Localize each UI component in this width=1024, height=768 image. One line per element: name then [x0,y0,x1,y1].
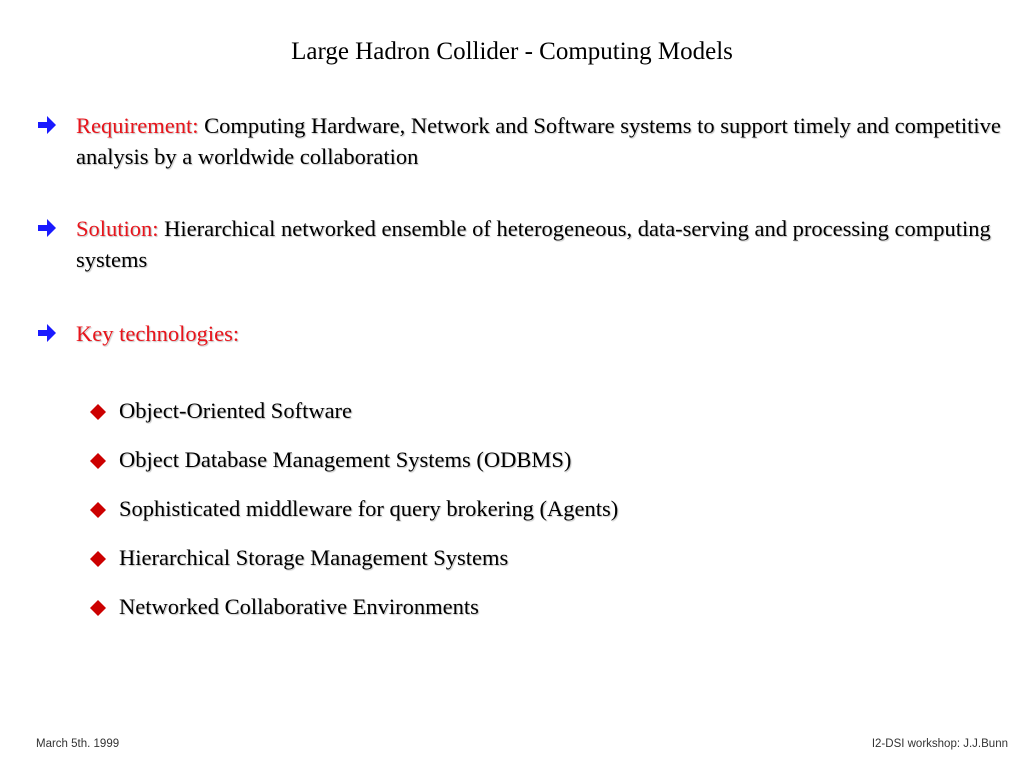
bullet-content [76,213,1006,275]
key-technology-item [90,592,479,622]
footer-date: March 5th. 1999 [36,738,120,750]
bullet-content [76,318,1006,349]
slide-title: Large Hadron Collider - Computing Models [291,38,733,65]
bullet-solution [36,213,1006,275]
diamond-bullet-icon [90,404,106,420]
key-technology-label: Hierarchical Storage Management Systems [119,545,509,570]
bullet-text: Hierarchical networked ensemble of heterogeneous, data-serving and processing computing systems [76,216,991,272]
diamond-bullet-icon [90,551,106,567]
key-technology-label: Object Database Management Systems (ODBMS) [119,447,572,472]
key-technology-item [90,396,352,426]
right-arrow-icon [36,321,58,345]
footer-credit: I2-DSI workshop: J.J.Bunn [871,738,1008,750]
key-technology-label: Networked Collaborative Environments [119,594,479,619]
bullet-lead: Solution: [76,216,159,241]
bullet-text: Computing Hardware, Network and Software systems to support timely and competitive analysis by a worldwide collaboration [76,113,1001,169]
right-arrow-icon [36,216,58,240]
diamond-bullet-icon [90,502,106,518]
key-technology-item [90,445,571,475]
key-technology-item [90,494,618,524]
bullet-key-technologies [36,318,1006,349]
bullet-lead: Key technologies: [76,321,240,346]
diamond-bullet-icon [90,600,106,616]
bullet-requirement [36,110,1006,172]
bullet-content [76,110,1006,172]
bullet-lead: Requirement: [76,113,199,138]
right-arrow-icon [36,113,58,137]
key-technology-label: Sophisticated middleware for query brokering (Agents) [119,496,619,521]
diamond-bullet-icon [90,453,106,469]
key-technology-item [90,543,508,573]
key-technology-label: Object-Oriented Software [119,398,353,423]
